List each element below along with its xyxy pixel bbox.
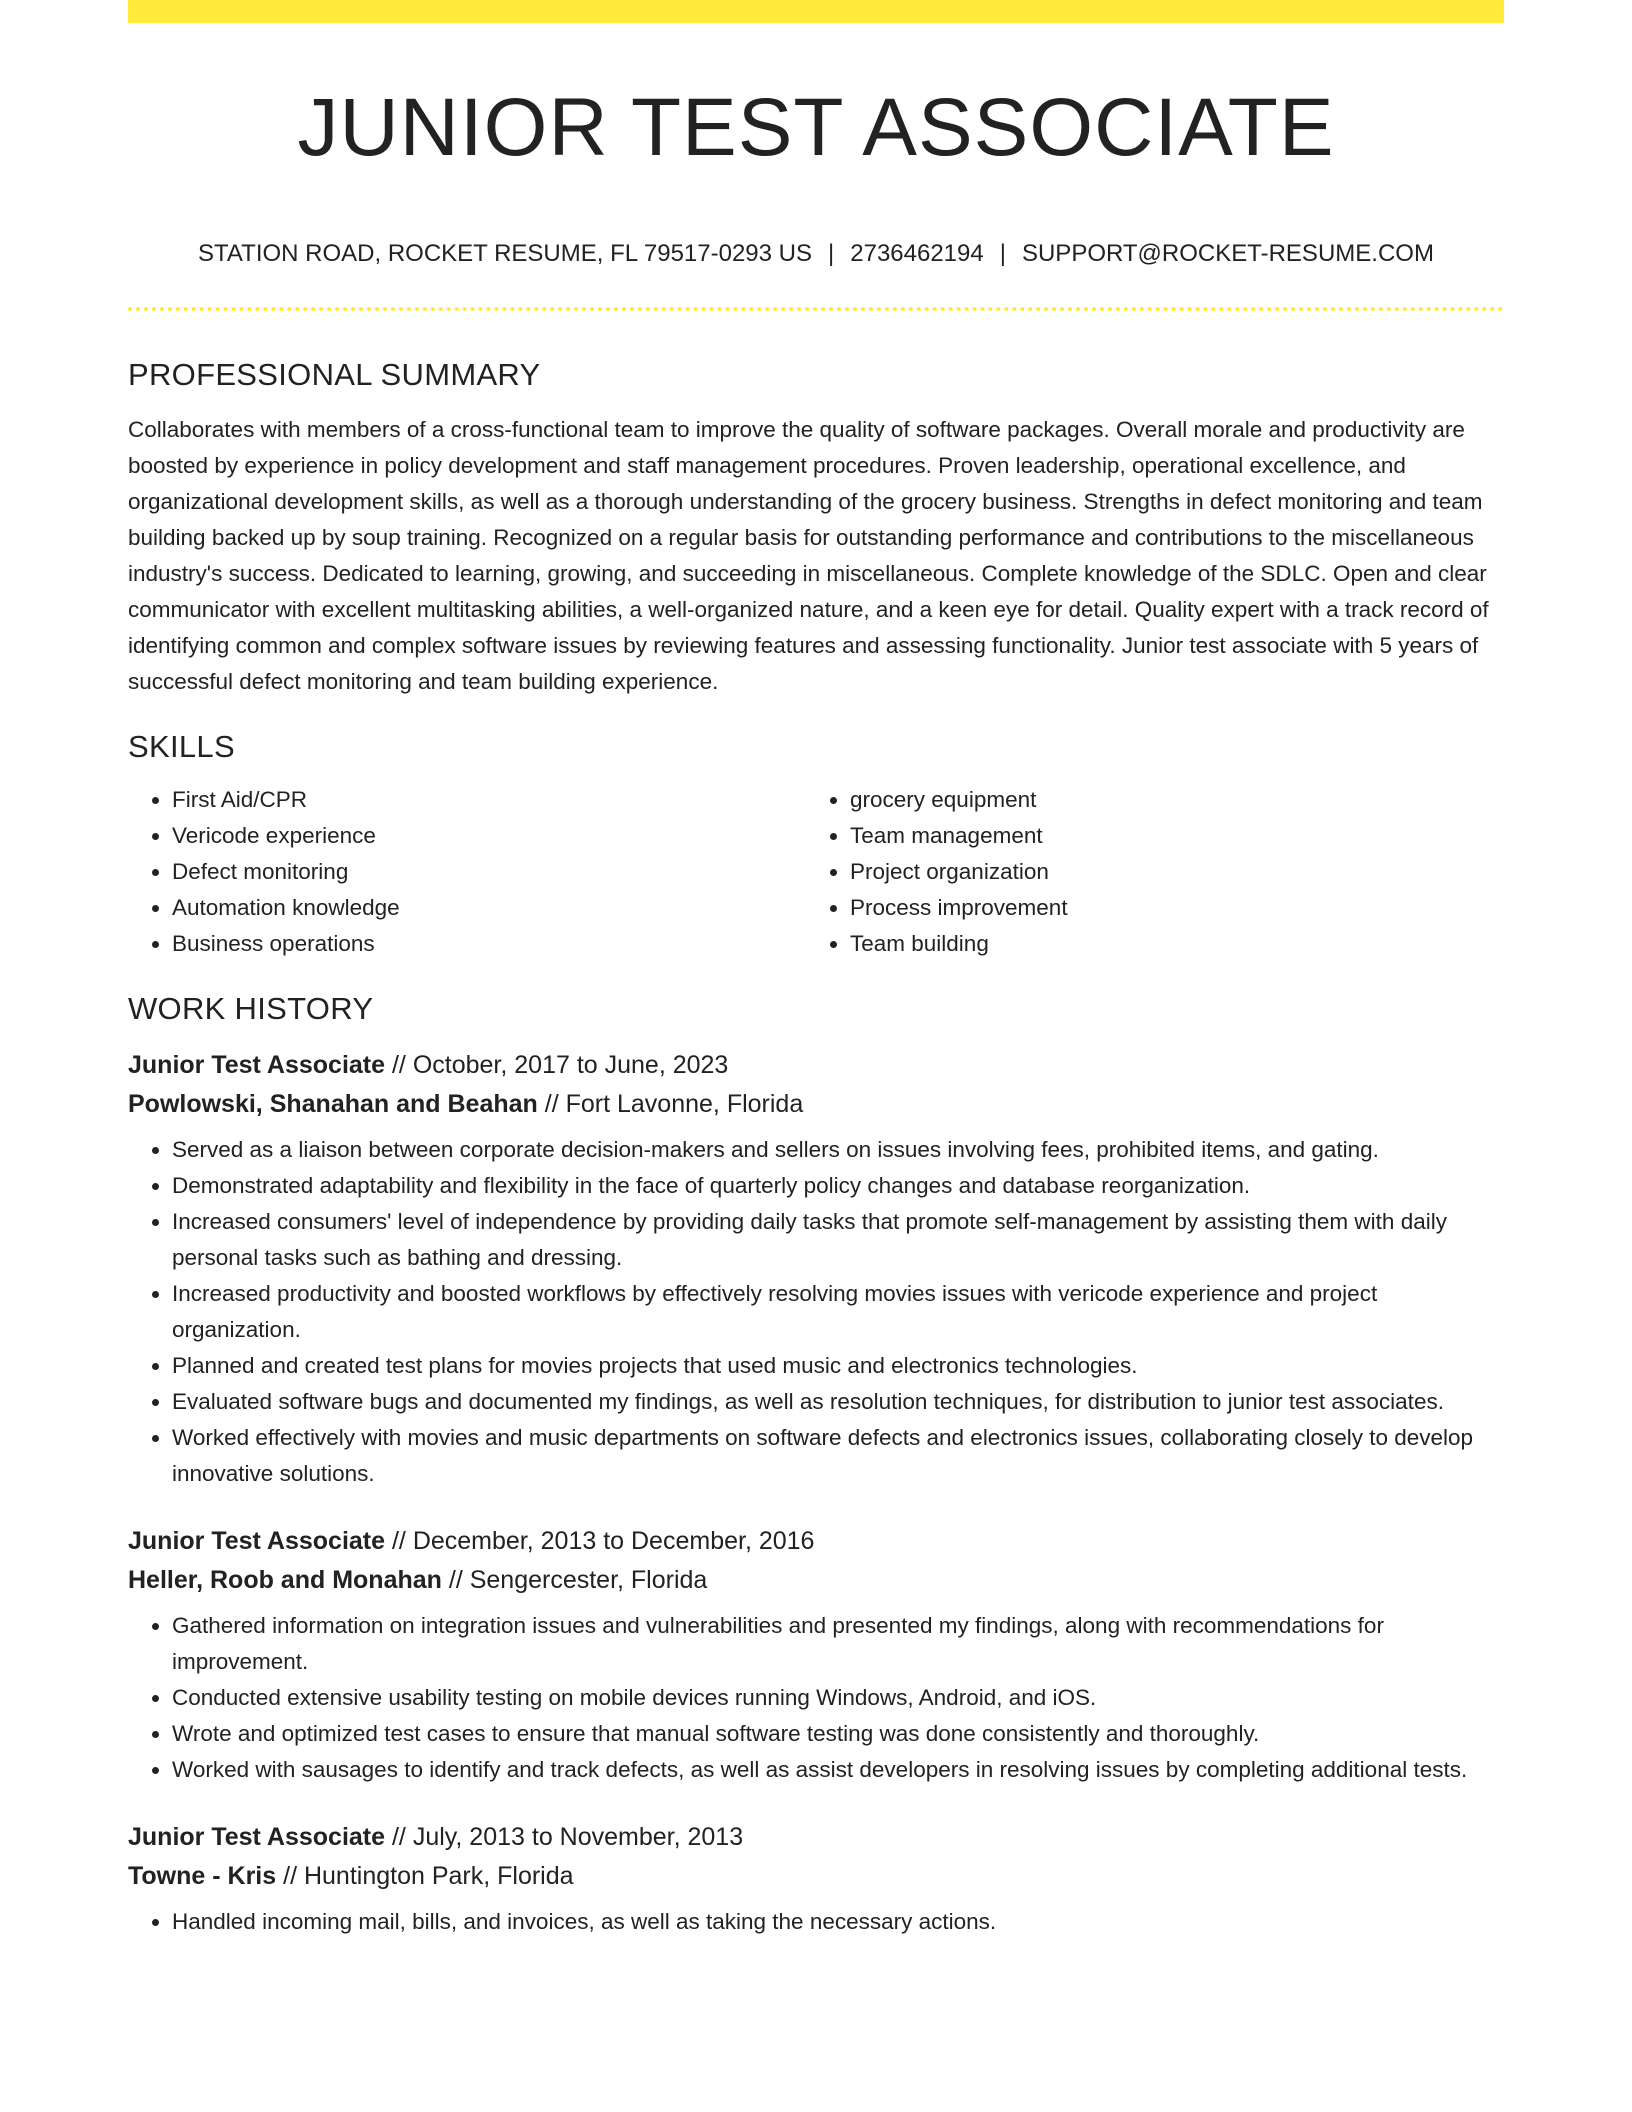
top-accent-bar: [128, 0, 1504, 23]
job-company-line: [128, 1085, 1504, 1124]
skill-item: • Process improvement: [850, 890, 1484, 926]
job-title-line: [128, 1522, 1504, 1561]
dotted-divider: [128, 307, 1504, 311]
job-entry: [128, 1046, 1504, 1492]
skill-item: • Project organization: [850, 854, 1484, 890]
summary-section: [128, 350, 1504, 700]
job-dates: // December, 2013 to December, 2016: [385, 1527, 815, 1555]
page-title: JUNIOR TEST ASSOCIATE: [297, 82, 1335, 173]
job-bullet: • Worked effectively with movies and music departments on software defects and electronics issues, collaborating closely to develop innovative solutions.: [172, 1420, 1504, 1492]
summary-heading: PROFESSIONAL SUMMARY: [128, 357, 541, 392]
job-bullet: • Increased productivity and boosted workflows by effectively resolving movies issues with vericode experience and project organization.: [172, 1276, 1504, 1348]
skills-heading: SKILLS: [128, 729, 235, 764]
job-title-line: [128, 1818, 1504, 1857]
job-dates: // July, 2013 to November, 2013: [385, 1823, 744, 1851]
job-bullet: • Planned and created test plans for movies projects that used music and electronics technologies.: [172, 1348, 1504, 1384]
email-text: SUPPORT@ROCKET-RESUME.COM: [1021, 240, 1434, 267]
skills-right-list: [806, 782, 1484, 962]
separator: |: [828, 240, 835, 267]
job-title: Junior Test Associate: [128, 1051, 386, 1079]
job-bullets: [128, 1132, 1504, 1492]
skill-item: • Automation knowledge: [172, 890, 806, 926]
resume-content: [128, 350, 1504, 1940]
job-bullets: [128, 1608, 1504, 1788]
job-bullet: • Handled incoming mail, bills, and invoices, as well as taking the necessary actions.: [172, 1904, 1504, 1940]
job-title-line: [128, 1046, 1504, 1085]
skills-grid: [128, 782, 1504, 962]
job-location: // Sengercester, Florida: [441, 1566, 708, 1594]
job-company-line: [128, 1561, 1504, 1600]
address-text: STATION ROAD, ROCKET RESUME, FL 79517-0293 US: [198, 240, 813, 267]
skill-item: • Defect monitoring: [172, 854, 806, 890]
skill-item: • Team building: [850, 926, 1484, 962]
separator: |: [999, 240, 1006, 267]
skill-item: • Team management: [850, 818, 1484, 854]
job-bullet: • Conducted extensive usability testing on mobile devices running Windows, Android, and iOS.: [172, 1680, 1504, 1716]
skills-left-list: [128, 782, 806, 962]
job-location: // Fort Lavonne, Florida: [537, 1090, 804, 1118]
job-bullets: [128, 1904, 1504, 1940]
job-entry: [128, 1522, 1504, 1788]
job-bullet: • Increased consumers' level of independence by providing daily tasks that promote self-management by assisting them with daily personal tasks such as bathing and dressing.: [172, 1204, 1504, 1276]
skills-section: [128, 722, 1504, 962]
work-history-heading: WORK HISTORY: [128, 991, 374, 1026]
job-company-line: [128, 1857, 1504, 1896]
job-dates: // October, 2017 to June, 2023: [385, 1051, 729, 1079]
job-company: Heller, Roob and Monahan: [128, 1566, 442, 1594]
job-company: Powlowski, Shanahan and Beahan: [128, 1090, 538, 1118]
skill-item: • Vericode experience: [172, 818, 806, 854]
job-bullet: • Evaluated software bugs and documented my findings, as well as resolution techniques, for distribution to junior test associates.: [172, 1384, 1504, 1420]
job-bullet: • Wrote and optimized test cases to ensure that manual software testing was done consistently and thoroughly.: [172, 1716, 1504, 1752]
summary-text: Collaborates with members of a cross-functional team to improve the quality of software packages. Overall morale and productivity are boosted by experience in policy development and staff management procedures. Proven leadership, operational excellence, and organizational development skills, as well as a thorough understanding of the grocery business. Strengths in defect monitoring and team building backed up by soup training. Recognized on a regular basis for outstanding performance and contributions to the miscellaneous industry's success. Dedicated to learning, growing, and succeeding in miscellaneous. Complete knowledge of the SDLC. Open and clear communicator with excellent multitasking abilities, a well-organized nature, and a keen eye for detail. Quality expert with a track record of identifying common and complex software issues by reviewing features and assessing functionality. Junior test associate with 5 years of successful defect monitoring and team building experience.: [128, 417, 1489, 694]
job-company: Towne - Kris: [128, 1862, 277, 1890]
skill-item: • Business operations: [172, 926, 806, 962]
contact-line: [128, 236, 1504, 272]
job-bullet: • Demonstrated adaptability and flexibility in the face of quarterly policy changes and database reorganization.: [172, 1168, 1504, 1204]
job-location: // Huntington Park, Florida: [276, 1862, 574, 1890]
work-history-section: [128, 984, 1504, 1940]
job-title: Junior Test Associate: [128, 1823, 386, 1851]
job-entry: [128, 1818, 1504, 1940]
job-bullet: • Gathered information on integration issues and vulnerabilities and presented my findings, along with recommendations for improvement.: [172, 1608, 1504, 1680]
job-bullet: • Worked with sausages to identify and track defects, as well as assist developers in resolving issues by completing additional tests.: [172, 1752, 1504, 1788]
job-title: Junior Test Associate: [128, 1527, 386, 1555]
skill-item: • grocery equipment: [850, 782, 1484, 818]
phone-text: 2736462194: [850, 240, 984, 267]
job-bullet: • Served as a liaison between corporate decision-makers and sellers on issues involving fees, prohibited items, and gating.: [172, 1132, 1504, 1168]
skill-item: • First Aid/CPR: [172, 782, 806, 818]
